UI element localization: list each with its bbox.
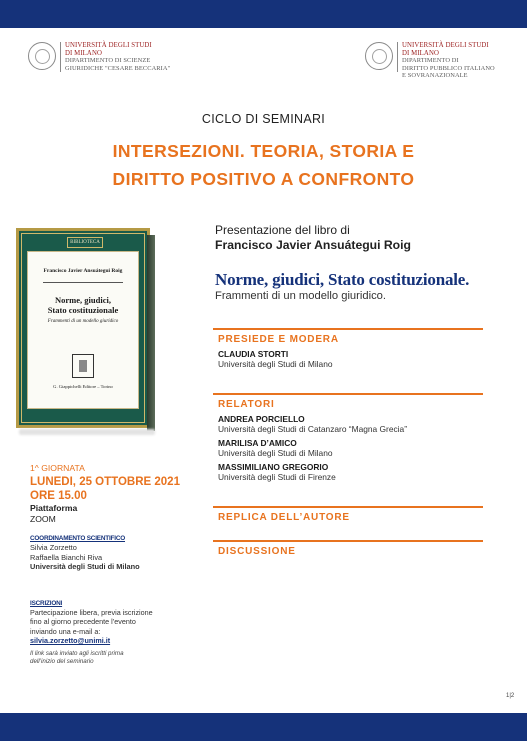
section-discussion	[213, 540, 483, 557]
book-cover-title	[28, 295, 138, 315]
right-logo-dept-line1: DIPARTIMENTO DI	[402, 57, 459, 65]
person-entry	[218, 414, 483, 434]
section-heading: PRESIEDE E MODERA	[218, 333, 339, 345]
book-title: Norme, giudici, Stato costituzionale.	[215, 270, 470, 289]
section-speakers	[213, 393, 483, 482]
coordinator-1: Silvia Zorzetto	[30, 543, 77, 553]
person-entry	[218, 462, 483, 482]
section-heading: REPLICA DELL’AUTORE	[218, 511, 350, 523]
person-affiliation: Università degli Studi di Milano	[218, 447, 333, 458]
person-name: MASSIMILIANO GREGORIO	[218, 461, 329, 472]
coordinator-2: Raffaella Bianchi Riva	[30, 552, 103, 562]
registration-label: ISCRIZIONI	[30, 600, 63, 607]
coordination-label: COORDINAMENTO SCIENTIFICO	[30, 535, 126, 542]
event-details	[30, 463, 180, 526]
link-note	[30, 650, 124, 666]
bottom-color-band	[0, 713, 527, 741]
right-logo-university: UNIVERSITÀ DEGLI STUDI	[402, 42, 489, 49]
event-date: LUNEDI, 25 OTTOBRE 2021	[30, 475, 180, 488]
day-label: 1^ GIORNATA	[30, 463, 85, 473]
section-chair	[213, 328, 483, 369]
section-reply	[213, 506, 483, 523]
section-heading: RELATORI	[218, 398, 275, 410]
university-seal-icon	[365, 42, 393, 70]
coordination-block	[30, 533, 140, 572]
book-cover-title-line1: Norme, giudici,	[55, 295, 111, 305]
event-title-line1: INTERSEZIONI. TEORIA, STORIA E	[112, 141, 415, 161]
right-university-logo	[365, 42, 495, 80]
section-divider	[213, 393, 483, 395]
right-logo-city: DI MILANO	[402, 49, 439, 57]
platform-label: Piattaforma	[30, 502, 78, 513]
left-logo-text	[65, 42, 170, 72]
person-affiliation: Università degli Studi di Firenze	[218, 471, 336, 482]
section-divider	[213, 328, 483, 330]
presentation-author: Francisco Javier Ansuátegui Roig	[215, 237, 411, 252]
book-cover-author: Francisco Javier Ansuátegui Roig	[43, 268, 123, 274]
publisher-emblem-icon	[72, 354, 94, 378]
top-color-band	[0, 0, 527, 28]
book-cover-image	[16, 228, 150, 428]
right-logo-text	[402, 42, 495, 80]
left-university-logo	[28, 42, 170, 72]
person-entry	[218, 349, 483, 369]
university-seal-icon	[28, 42, 56, 70]
event-title	[0, 137, 527, 193]
page-number: 1|2	[506, 693, 515, 699]
left-logo-city: DI MILANO	[65, 49, 102, 57]
registration-block	[30, 598, 153, 645]
event-time: ORE 15.00	[30, 489, 87, 502]
book-cover-publisher: G. Giappichelli Editore – Torino	[53, 384, 113, 389]
book-cover-subtitle: Frammenti di un modello giuridico	[47, 319, 119, 324]
logo-divider	[397, 42, 398, 72]
person-name: MARILISA D’AMICO	[218, 437, 297, 448]
right-logo-dept-line2: DIRITTO PUBBLICO ITALIANO	[402, 64, 495, 72]
book-cover-title-line2: Stato costituzionale	[47, 305, 119, 315]
person-name: CLAUDIA STORTI	[218, 348, 289, 359]
person-name: ANDREA PORCIELLO	[218, 413, 305, 424]
right-logo-dept-line3: E SOVRANAZIONALE	[402, 72, 468, 80]
book-cover-panel	[27, 251, 139, 409]
presentation-intro: Presentazione del libro di	[215, 223, 350, 237]
book-cover-rule	[43, 282, 123, 283]
person-affiliation: Università degli Studi di Milano	[218, 358, 333, 369]
registration-email-link[interactable]: silvia.zorzetto@unimi.it	[30, 635, 111, 645]
left-logo-dept-line1: DIPARTIMENTO DI SCIENZE	[65, 57, 151, 65]
presentation-block	[215, 223, 411, 252]
section-heading: DISCUSSIONE	[218, 545, 296, 557]
left-logo-university: UNIVERSITÀ DEGLI STUDI	[65, 42, 152, 49]
section-divider	[213, 540, 483, 542]
platform-name: ZOOM	[30, 514, 56, 524]
coordination-university: Università degli Studi di Milano	[30, 562, 140, 572]
book-series-badge: BIBLIOTECA	[67, 237, 103, 248]
registration-line1: Partecipazione libera, previa iscrizione	[30, 608, 153, 618]
section-divider	[213, 506, 483, 508]
link-note-line2: dell’inizio del seminario	[30, 658, 94, 665]
book-subtitle: Frammenti di un modello giuridico.	[215, 290, 386, 302]
person-entry	[218, 438, 483, 458]
person-affiliation: Università degli Studi di Catanzaro “Magna Grecia”	[218, 423, 407, 434]
seminar-cycle-label: CICLO DI SEMINARI	[201, 112, 326, 126]
left-logo-dept-line2: GIURIDICHE "CESARE BECCARIA"	[65, 64, 171, 72]
registration-line2: fino al giorno precedente l’evento	[30, 617, 136, 627]
logo-divider	[60, 42, 61, 72]
registration-line3: inviando una e-mail a:	[30, 626, 101, 636]
event-title-line2: DIRITTO POSITIVO A CONFRONTO	[112, 169, 415, 189]
link-note-line1: Il link sarà inviato agli iscritti prima	[30, 650, 124, 657]
